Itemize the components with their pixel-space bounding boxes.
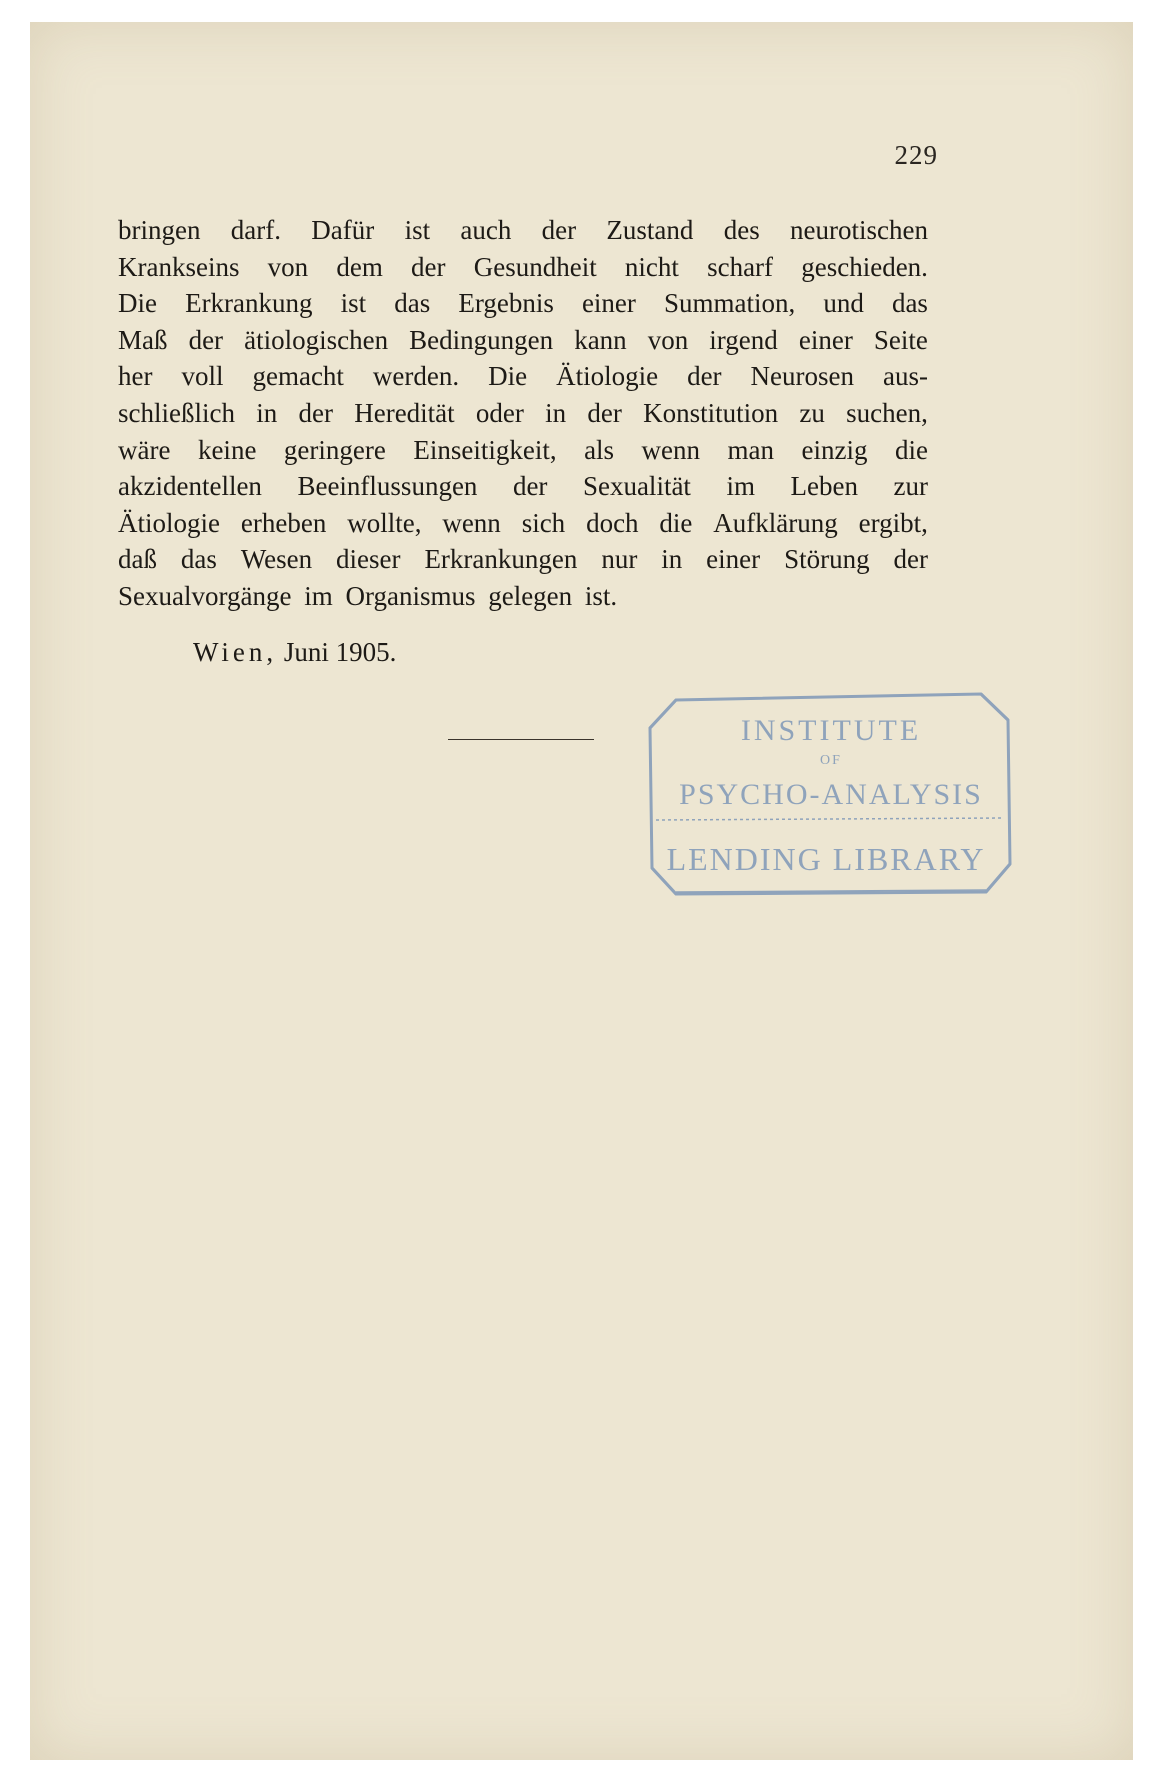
word: Sexualität [582, 471, 691, 502]
text-line [118, 468, 928, 505]
word: nicht [624, 251, 679, 282]
word: der [893, 544, 928, 575]
word: voll [181, 361, 224, 392]
word: das [891, 288, 928, 319]
word: Summation, [664, 288, 796, 319]
word: einer [798, 324, 853, 355]
stamp-text-lending-library: LENDING LIBRARY [666, 841, 986, 877]
word: dem [336, 251, 383, 282]
stamp-text-psycho-analysis: PSYCHO-ANALYSIS [679, 778, 983, 811]
word: in [545, 397, 567, 428]
word: darf. [230, 215, 281, 245]
word: sich [521, 507, 566, 538]
word: das [180, 544, 217, 575]
word: Neurosen [750, 361, 855, 392]
word: der [541, 215, 577, 245]
word: oder [475, 397, 524, 428]
word: Leben [790, 471, 858, 502]
word: wenn [442, 507, 501, 538]
text-line [118, 285, 928, 322]
word: Aufklärung [713, 507, 838, 538]
word: der [587, 397, 622, 428]
word: Störung [784, 544, 870, 575]
word: irgend [709, 324, 778, 355]
word: nur [601, 544, 638, 575]
word: der [188, 324, 224, 355]
text-line [118, 432, 928, 469]
stamp-graphic [636, 680, 1050, 900]
word: Ätiologie [118, 507, 220, 538]
separator-rule [448, 739, 594, 740]
word: einer [581, 288, 636, 319]
word: zu [799, 397, 825, 428]
word: von [647, 324, 689, 355]
word: Zustand [606, 215, 694, 245]
word: der [298, 397, 333, 428]
text-line: Sexualvorgänge im Organismus gelegen ist. [118, 580, 618, 611]
word: aus- [883, 361, 928, 392]
word: her [118, 361, 153, 392]
text-line [118, 322, 928, 359]
text-line [118, 249, 928, 286]
text-line [118, 541, 928, 578]
text-line [118, 212, 928, 249]
body-paragraph [118, 212, 928, 615]
library-stamp [636, 680, 1050, 900]
word: in [256, 397, 278, 428]
text-line [118, 505, 928, 542]
word: Dafür [311, 215, 375, 245]
word: Wesen [240, 544, 313, 575]
word: Einseitigkeit, [413, 434, 557, 465]
word: auch [460, 215, 512, 245]
word: einzig [801, 434, 868, 465]
word: Die [118, 288, 157, 319]
word: die [894, 434, 928, 465]
word: ergibt, [858, 507, 928, 538]
word: geschieden. [801, 251, 928, 282]
word: geringere [283, 434, 386, 465]
word: ist [340, 288, 367, 319]
word: werden. [372, 361, 460, 392]
word: Ätiologie [556, 361, 659, 392]
word: des [723, 215, 760, 245]
word: man [727, 434, 775, 465]
word: wenn [641, 434, 701, 465]
dateline-place: Wien, [193, 637, 278, 667]
text-line [118, 358, 928, 395]
dateline [193, 634, 396, 670]
dateline-date: Juni 1905. [283, 637, 397, 667]
word: Die [488, 361, 528, 392]
word: keine [197, 434, 257, 465]
word: als [584, 434, 615, 465]
word: kann [574, 324, 627, 355]
word: der [687, 361, 722, 392]
word: Bedingungen [409, 324, 554, 355]
word: das [394, 288, 431, 319]
word: Maß [118, 324, 168, 355]
word: daß [118, 544, 157, 575]
word: ätiologischen [244, 324, 389, 355]
page-number: 229 [894, 140, 938, 170]
word: von [267, 251, 309, 282]
stamp-text-of: OF [820, 753, 842, 768]
word: neurotischen [790, 215, 928, 245]
word: wollte, [347, 507, 422, 538]
book-page [30, 22, 1133, 1760]
word: Erkrankungen [424, 544, 578, 575]
word: in [661, 544, 683, 575]
word: schließlich [118, 397, 235, 428]
word: die [659, 507, 693, 538]
word: Krankseins [118, 251, 240, 282]
word: suchen, [846, 397, 928, 428]
word: akzidentellen [118, 471, 262, 502]
word: doch [586, 507, 639, 538]
word: scharf [707, 251, 774, 282]
word: gemacht [252, 361, 344, 392]
text-line [118, 395, 928, 432]
word: erheben [240, 507, 327, 538]
word: Erkrankung [185, 288, 313, 319]
word: ist [404, 215, 431, 245]
word: dieser [336, 544, 401, 575]
word: einer [706, 544, 761, 575]
word: der [411, 251, 446, 282]
word: wäre [118, 434, 171, 465]
word: und [823, 288, 864, 319]
word: Heredität [354, 397, 455, 428]
word: Beeinflussungen [297, 471, 478, 502]
word: Seite [873, 324, 928, 355]
word: Gesundheit [473, 251, 597, 282]
word: Konstitution [643, 397, 779, 428]
word: der [512, 471, 548, 502]
word: bringen [118, 215, 201, 245]
word: zur [893, 471, 928, 502]
stamp-text-institute: INSTITUTE [740, 714, 922, 747]
word: Ergebnis [458, 288, 554, 319]
word: im [726, 471, 755, 502]
